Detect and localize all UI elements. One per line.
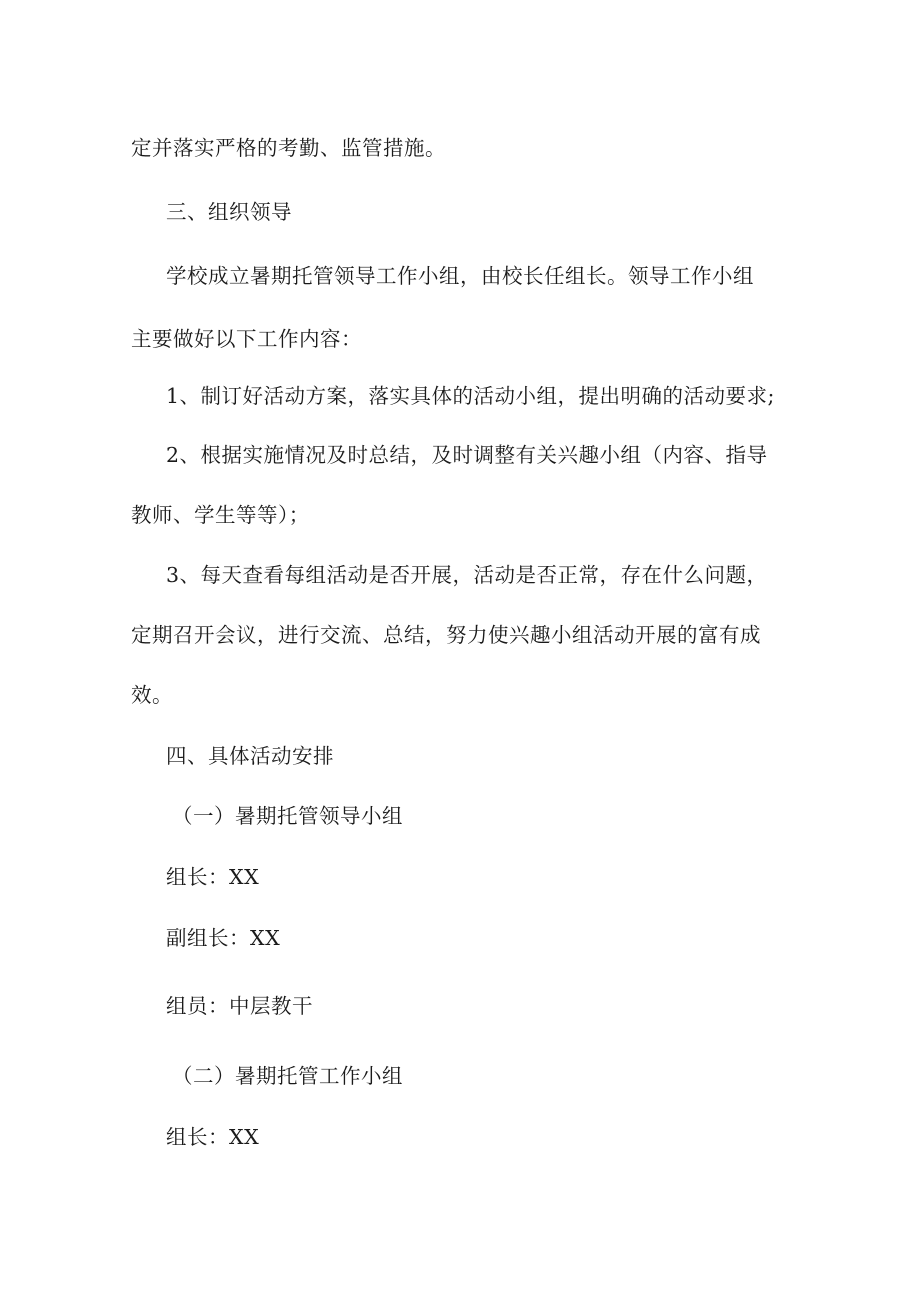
leader-line: 组长：XX xyxy=(166,865,260,889)
paragraph-continuation: 定并落实严格的考勤、监管措施。 xyxy=(131,136,446,160)
list-item-3-cont: 效。 xyxy=(131,683,173,707)
list-item-2: 2、根据实施情况及时总结，及时调整有关兴趣小组（内容、指导 xyxy=(166,443,768,467)
list-item-3: 3、每天查看每组活动是否开展，活动是否正常，存在什么问题， xyxy=(166,563,768,587)
list-item-1: 1、制订好活动方案，落实具体的活动小组，提出明确的活动要求; xyxy=(166,384,775,408)
paragraph-line: 学校成立暑期托管领导工作小组，由校长任组长。领导工作小组 xyxy=(166,264,754,288)
members-line: 组员：中层教干 xyxy=(166,994,313,1018)
paragraph-line: 主要做好以下工作内容： xyxy=(131,327,362,351)
deputy-leader-line: 副组长：XX xyxy=(166,926,281,950)
subsection-heading-1: （一）暑期托管领导小组 xyxy=(172,804,403,828)
leader-line: 组长：XX xyxy=(166,1125,260,1149)
section-heading-3: 三、组织领导 xyxy=(166,200,292,224)
list-item-2-cont: 教师、学生等等）； xyxy=(131,503,310,527)
subsection-heading-2: （二）暑期托管工作小组 xyxy=(172,1064,403,1088)
list-item-3-cont: 定期召开会议，进行交流、总结，努力使兴趣小组活动开展的富有成 xyxy=(131,623,761,647)
section-heading-4: 四、具体活动安排 xyxy=(166,744,334,768)
